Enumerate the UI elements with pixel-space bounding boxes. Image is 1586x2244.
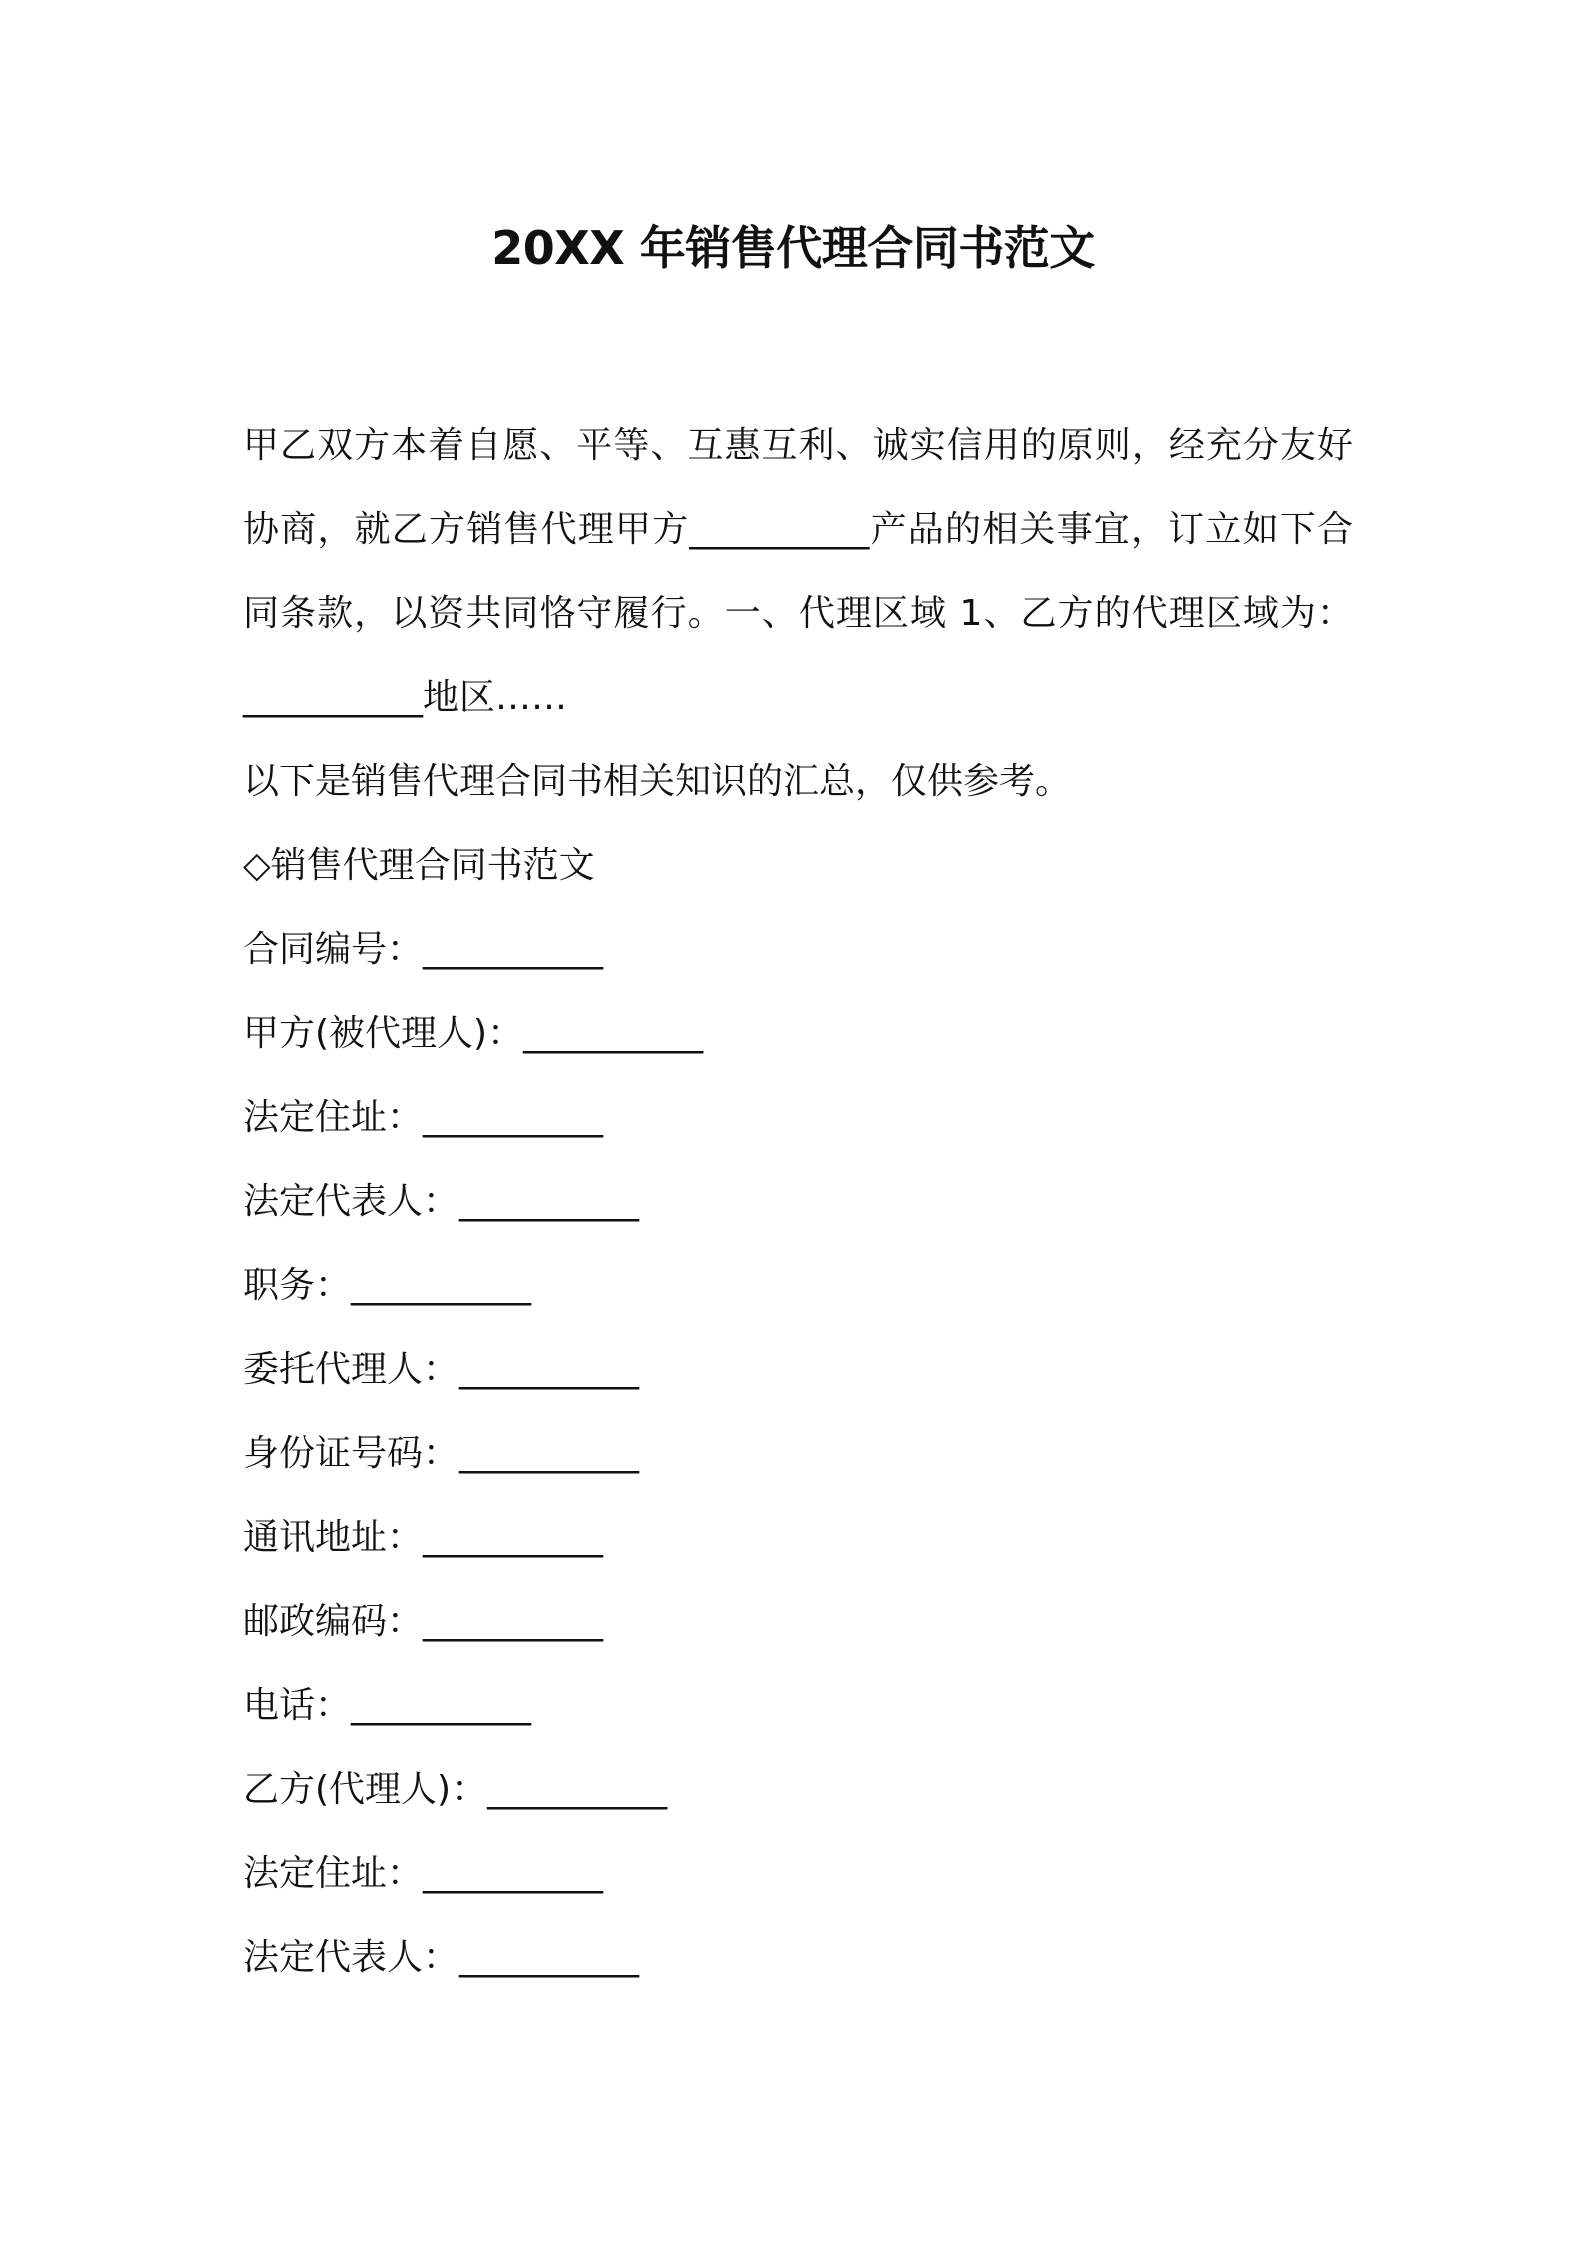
field-party-a-legal-rep: 法定代表人：__________ xyxy=(243,1181,640,1222)
field-authorized-agent: 委托代理人：__________ xyxy=(243,1349,640,1390)
field-party-a: 甲方(被代理人)：__________ xyxy=(243,1013,704,1054)
summary-line: 以下是销售代理合同书相关知识的汇总，仅供参考。 xyxy=(243,761,1072,802)
field-mailing-address: 通讯地址：__________ xyxy=(243,1517,604,1558)
field-party-b: 乙方(代理人)：__________ xyxy=(243,1769,668,1810)
document-body xyxy=(243,404,1353,2000)
field-position: 职务：__________ xyxy=(243,1265,532,1306)
intro-paragraph: 甲乙双方本着自愿、平等、互惠互利、诚实信用的原则，经充分友好协商，就乙方销售代理甲方__________产品的相关事宜，订立如下合同条款，以资共同恪守履行。一、代理区域 1、乙方的代理区域为：__________地区…… xyxy=(243,425,1353,718)
field-party-a-address: 法定住址：__________ xyxy=(243,1097,604,1138)
field-contract-number: 合同编号：__________ xyxy=(243,929,604,970)
field-party-b-legal-rep: 法定代表人：__________ xyxy=(243,1937,640,1978)
document-title: 20XX 年销售代理合同书范文 xyxy=(491,221,1095,275)
section-heading: ◇销售代理合同书范文 xyxy=(243,845,595,886)
field-party-b-address: 法定住址：__________ xyxy=(243,1853,604,1894)
field-postal-code: 邮政编码：__________ xyxy=(243,1601,604,1642)
field-phone: 电话：__________ xyxy=(243,1685,532,1726)
field-id-number: 身份证号码：__________ xyxy=(243,1433,640,1474)
